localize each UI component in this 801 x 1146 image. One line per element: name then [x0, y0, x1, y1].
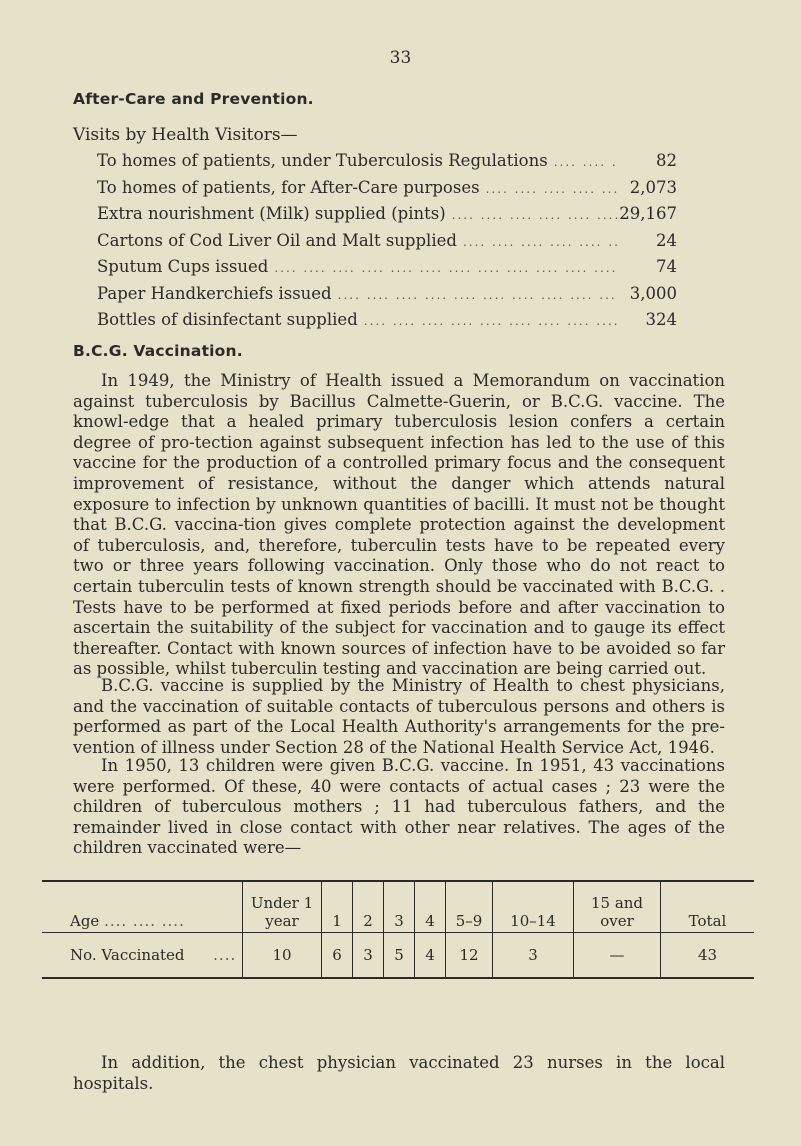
- table-cell: —: [574, 933, 661, 979]
- column-header: 5–9: [446, 881, 493, 933]
- stat-row: [97, 310, 677, 337]
- column-header: 3: [384, 881, 415, 933]
- stat-value: 29,167: [619, 204, 677, 223]
- table-cell: 6: [322, 933, 353, 979]
- table-cell: 3: [353, 933, 384, 979]
- table-cell: 10: [243, 933, 322, 979]
- stat-label: Paper Handkerchiefs issued: [97, 283, 332, 303]
- stat-row: [97, 257, 677, 284]
- dot-leader: [268, 261, 617, 275]
- dot-leader: [332, 288, 617, 302]
- column-header: Under 1 year: [243, 881, 322, 933]
- stat-label: Extra nourishment (Milk) supplied (pints): [97, 204, 446, 223]
- stat-row: [97, 204, 677, 231]
- section-heading-aftercare: After-Care and Prevention.: [73, 90, 314, 108]
- row-header-age: Age .... .... ....: [42, 881, 243, 933]
- stat-value: 2,073: [629, 177, 677, 197]
- dot-leader: [457, 235, 617, 249]
- dot-leader: [358, 314, 617, 328]
- section-heading-bcg: B.C.G. Vaccination.: [73, 342, 243, 360]
- column-header: Total: [661, 881, 755, 933]
- row-label: No. Vaccinated ....: [70, 946, 237, 964]
- table-row: [42, 933, 754, 979]
- table-cell: 43: [661, 933, 755, 979]
- column-header: 4: [415, 881, 446, 933]
- table-cell: 3: [493, 933, 574, 979]
- table-header-row: [42, 881, 754, 933]
- stat-value: 24: [656, 230, 677, 250]
- vaccination-age-table: [42, 880, 754, 979]
- stat-row: [97, 151, 677, 178]
- stat-value: 82: [656, 151, 677, 170]
- column-header: 1: [322, 881, 353, 933]
- closing-paragraph: In addition, the chest physician vaccinated 23 nurses in the local hospitals.: [73, 1053, 725, 1093]
- stat-label: Cartons of Cod Liver Oil and Malt supplied: [97, 230, 457, 250]
- table-cell: 4: [415, 933, 446, 979]
- stat-row: [97, 178, 677, 205]
- bcg-paragraph-1: In 1949, the Ministry of Health issued a Memorandum on vaccination against tuberculosis by Bacillus Calmette-Guerin, or B.C.G. vaccine. The knowl-edge that a healed primary tuberculosis lesion confers a certain degree of pro-tection against subsequent infection has led to the use of this vaccine for the production of a controlled primary focus and the consequent improvement of resistance, without the danger which attends natural exposure to infection by unknown quantities of bacilli. It must not be thought that B.C.G. vaccina-tion gives complete protection against the development of tuberculosis, and, therefore, tuberculin tests have to be repeated every two or three years following vaccination. Only those who do not react to certain tuberculin tests of known strength should be vaccinated with B.C.G. . Tests have to be performed at fixed periods before and after vaccination to ascertain the suitability of the subject for vaccination and to gauge its effect thereafter. Contact with known sources of infection have to be avoided so far as possible, whilst tuberculin testing and vaccination are being carried out.: [73, 371, 725, 679]
- column-header: 15 and over: [574, 881, 661, 933]
- dot-leader: .... .... ....: [104, 912, 185, 930]
- bcg-paragraph-3: In 1950, 13 children were given B.C.G. vaccine. In 1951, 43 vaccinations were performed. Of these, 40 were contacts of actual cases ; 23 were the children of tuberculous mothers ; 11 had tuberculous fathers, and the remainder lived in close contact with other near relatives. The ages of the children vaccinated were—: [73, 756, 725, 858]
- column-header: 10–14: [493, 881, 574, 933]
- stat-row: [97, 284, 677, 311]
- stat-row: [97, 231, 677, 258]
- visits-intro: Visits by Health Visitors—: [73, 125, 298, 145]
- stat-label: To homes of patients, for After-Care purposes: [97, 177, 480, 197]
- stat-label: Bottles of disinfectant supplied: [97, 310, 358, 329]
- table-cell: 5: [384, 933, 415, 979]
- stat-value: 324: [645, 310, 677, 329]
- aftercare-stats-list: [97, 151, 677, 337]
- bcg-paragraph-2: B.C.G. vaccine is supplied by the Ministry of Health to chest physicians, and the vaccination of suitable contacts of tuberculous persons and others is performed as part of the Local Health Authority's arrangements for the pre-vention of illness under Section 28 of the National Health Service Act, 1946.: [73, 676, 725, 757]
- stat-value: 3,000: [629, 283, 677, 303]
- stat-value: 74: [656, 257, 677, 276]
- page-number: 33: [389, 48, 412, 68]
- stat-label: Sputum Cups issued: [97, 257, 269, 276]
- column-header: 2: [353, 881, 384, 933]
- stat-label: To homes of patients, under Tuberculosis Regulations: [97, 151, 548, 170]
- dot-leader: [446, 208, 617, 222]
- dot-leader: ....: [213, 946, 237, 964]
- table-cell: 12: [446, 933, 493, 979]
- dot-leader: [548, 155, 617, 169]
- dot-leader: [480, 182, 617, 196]
